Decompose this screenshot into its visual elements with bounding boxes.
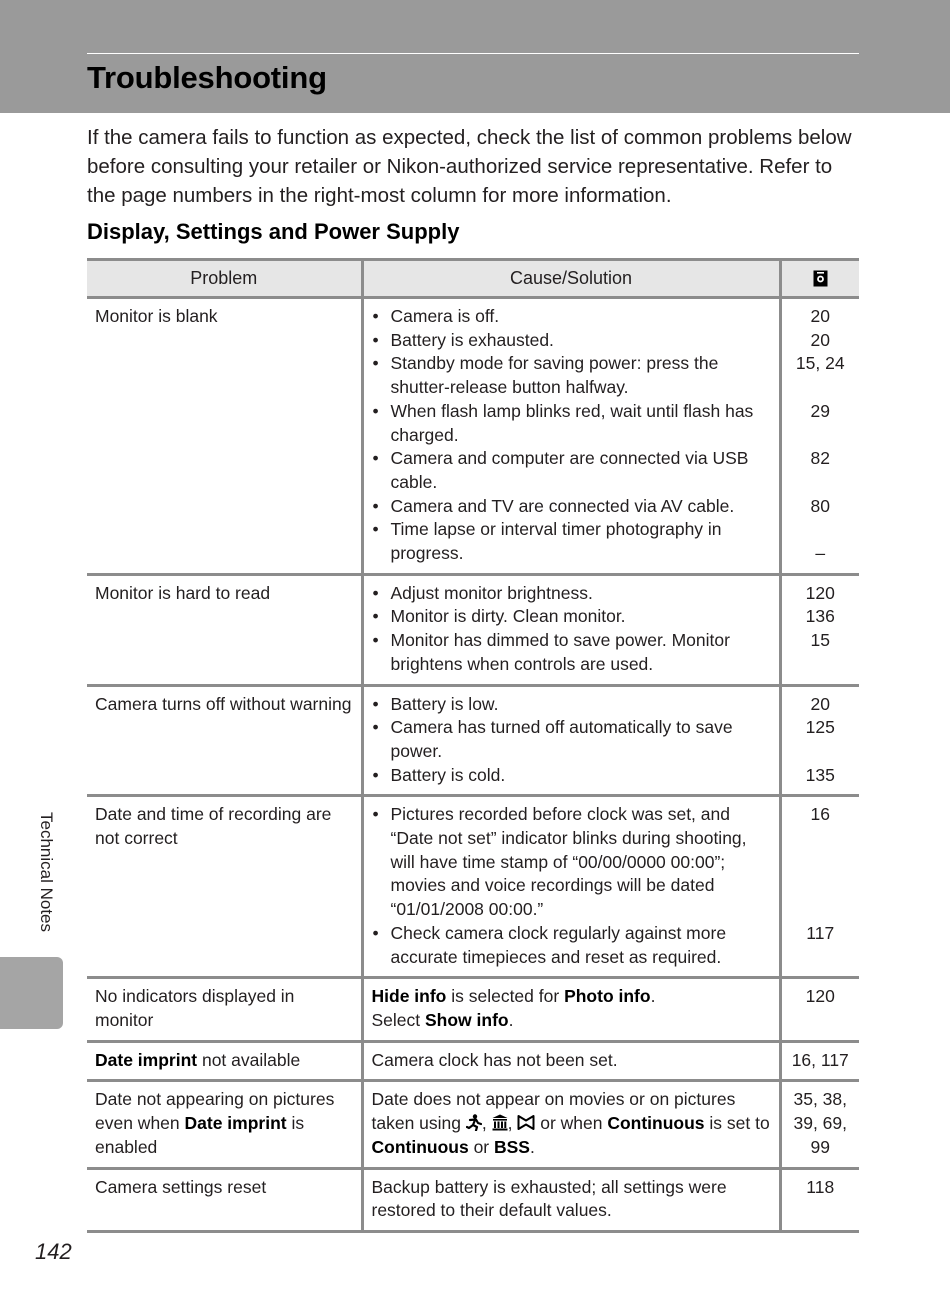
- table-row: [87, 1168, 859, 1231]
- museum-icon: [492, 1114, 508, 1131]
- cause-cell: [362, 685, 780, 796]
- cause-cell: [362, 298, 780, 575]
- intro-paragraph: If the camera fails to function as expected, check the list of common problems below before consulting your retailer or Nikon-authorized service representative. Refer to the page numbers in the right-most column for more information.: [87, 126, 852, 207]
- page-ref: –: [815, 542, 826, 563]
- cause-text: ,: [481, 1113, 492, 1134]
- cause-cell: [362, 978, 780, 1041]
- header-page-reference: [780, 260, 859, 298]
- cause-item: • Pictures recorded before clock was set, and “Date not set” indicator blinks during shooting, will have time stamp of “00/00/0000 00:00”; movies and voice recordings will be dated “01/01/2008 00:00.”: [372, 803, 775, 922]
- cause-item: • When flash lamp blinks red, wait until flash has charged.: [372, 400, 775, 447]
- troubleshooting-table: [87, 258, 859, 1233]
- cause-text: is selected for: [446, 986, 565, 1007]
- table-row: [87, 685, 859, 796]
- problem-cell: Camera settings reset: [87, 1168, 362, 1231]
- page-ref: 20: [810, 329, 830, 350]
- date-imprint-term: Date imprint: [95, 1049, 198, 1070]
- page-ref: 20: [810, 306, 830, 326]
- page-cell: [780, 298, 859, 575]
- cause-item: • Battery is cold.: [372, 764, 775, 788]
- table-header-row: [87, 260, 859, 298]
- page-ref: 135: [805, 764, 835, 785]
- page-number: 142: [35, 1239, 72, 1264]
- table-row: [87, 978, 859, 1041]
- problem-cell: No indicators displayed in monitor: [87, 978, 362, 1041]
- table-row: [87, 298, 859, 575]
- cause-cell: [362, 796, 780, 978]
- cause-item: • Time lapse or interval timer photography in progress.: [372, 518, 775, 565]
- page-cell: 118: [780, 1168, 859, 1231]
- show-info-term: Show info: [425, 1009, 509, 1030]
- date-imprint-term: Date imprint: [184, 1113, 287, 1134]
- cause-text: Select: [371, 1009, 425, 1030]
- section-heading: Display, Settings and Power Supply: [87, 219, 460, 244]
- table-row: [87, 574, 859, 685]
- page-ref: 120: [805, 582, 835, 603]
- page-ref: 16: [810, 804, 830, 825]
- page-cell: 120: [780, 978, 859, 1041]
- table-row: [87, 796, 859, 978]
- cause-text: or when: [535, 1113, 608, 1134]
- page-cell: 16, 117: [780, 1041, 859, 1081]
- cause-text: ,: [507, 1113, 518, 1134]
- cause-item: • Camera has turned off automatically to save power.: [372, 716, 775, 763]
- panorama-assist-icon: [517, 1114, 535, 1131]
- table-row: [87, 1081, 859, 1168]
- page-ref: 15, 24: [795, 353, 845, 374]
- section-thumb-tab: [0, 957, 63, 1029]
- cause-item: • Camera and computer are connected via USB cable.: [372, 447, 775, 494]
- problem-cell: [87, 1081, 362, 1168]
- cause-text: .: [508, 1009, 514, 1030]
- cause-cell: [362, 1081, 780, 1168]
- cause-text: is set to: [704, 1113, 770, 1134]
- cause-item: • Standby mode for saving power: press the shutter-release button halfway.: [372, 352, 775, 399]
- cause-item: • Camera and TV are connected via AV cable.: [372, 495, 775, 519]
- bss-term: BSS: [494, 1136, 530, 1157]
- page-ref: 125: [805, 717, 835, 738]
- hide-info-term: Hide info: [371, 986, 447, 1007]
- cause-text: Date does not appear on movies or on pictures taken using: [371, 1089, 736, 1134]
- cause-item: • Monitor has dimmed to save power. Monitor brightens when controls are used.: [372, 629, 775, 676]
- photo-info-term: Photo info: [564, 986, 651, 1007]
- page-ref: 29: [810, 400, 830, 421]
- section-side-label: Technical Notes: [37, 812, 56, 933]
- cause-text: .: [650, 986, 656, 1007]
- sports-continuous-icon: [466, 1114, 482, 1131]
- page-ref: 136: [805, 606, 835, 627]
- cause-item: • Battery is low.: [372, 693, 775, 717]
- page-ref: 15: [810, 630, 830, 651]
- continuous-term: Continuous: [607, 1113, 705, 1134]
- problem-text: is enabled: [95, 1113, 305, 1157]
- problem-cell: [87, 1041, 362, 1081]
- page-cell: [780, 796, 859, 978]
- page-ref: 80: [810, 495, 830, 516]
- header-problem: Problem: [87, 260, 362, 298]
- problem-text: Date not appearing on pictures even when: [95, 1089, 335, 1134]
- problem-cell: Monitor is hard to read: [87, 574, 362, 685]
- problem-cell: Camera turns off without warning: [87, 685, 362, 796]
- page-cell: [780, 574, 859, 685]
- page-cell: [780, 685, 859, 796]
- table-row: [87, 1041, 859, 1081]
- header-rule: [87, 53, 859, 54]
- cause-cell: Backup battery is exhausted; all settings were restored to their default values.: [362, 1168, 780, 1231]
- page-title: Troubleshooting: [87, 60, 327, 95]
- cause-item: • Check camera clock regularly against more accurate timepieces and reset as required.: [372, 922, 775, 969]
- cause-cell: [362, 574, 780, 685]
- problem-cell: Date and time of recording are not correct: [87, 796, 362, 978]
- cause-item: • Adjust monitor brightness.: [372, 582, 775, 606]
- cause-text: .: [529, 1136, 535, 1157]
- problem-text: not available: [197, 1049, 301, 1070]
- cause-cell: Camera clock has not been set.: [362, 1041, 780, 1081]
- cause-item: • Battery is exhausted.: [372, 329, 775, 353]
- problem-cell: Monitor is blank: [87, 298, 362, 575]
- book-icon: [813, 270, 828, 287]
- cause-item: • Monitor is dirty. Clean monitor.: [372, 605, 775, 629]
- page-ref: 20: [810, 693, 830, 714]
- header-cause-solution: Cause/Solution: [362, 260, 780, 298]
- cause-text: or: [468, 1136, 494, 1157]
- continuous-term: Continuous: [371, 1136, 469, 1157]
- page-ref: 82: [810, 448, 830, 469]
- page-cell: 35, 38, 39, 69, 99: [780, 1081, 859, 1168]
- cause-item: • Camera is off.: [372, 305, 775, 329]
- page-ref: 117: [806, 922, 835, 943]
- header-band: [0, 0, 950, 113]
